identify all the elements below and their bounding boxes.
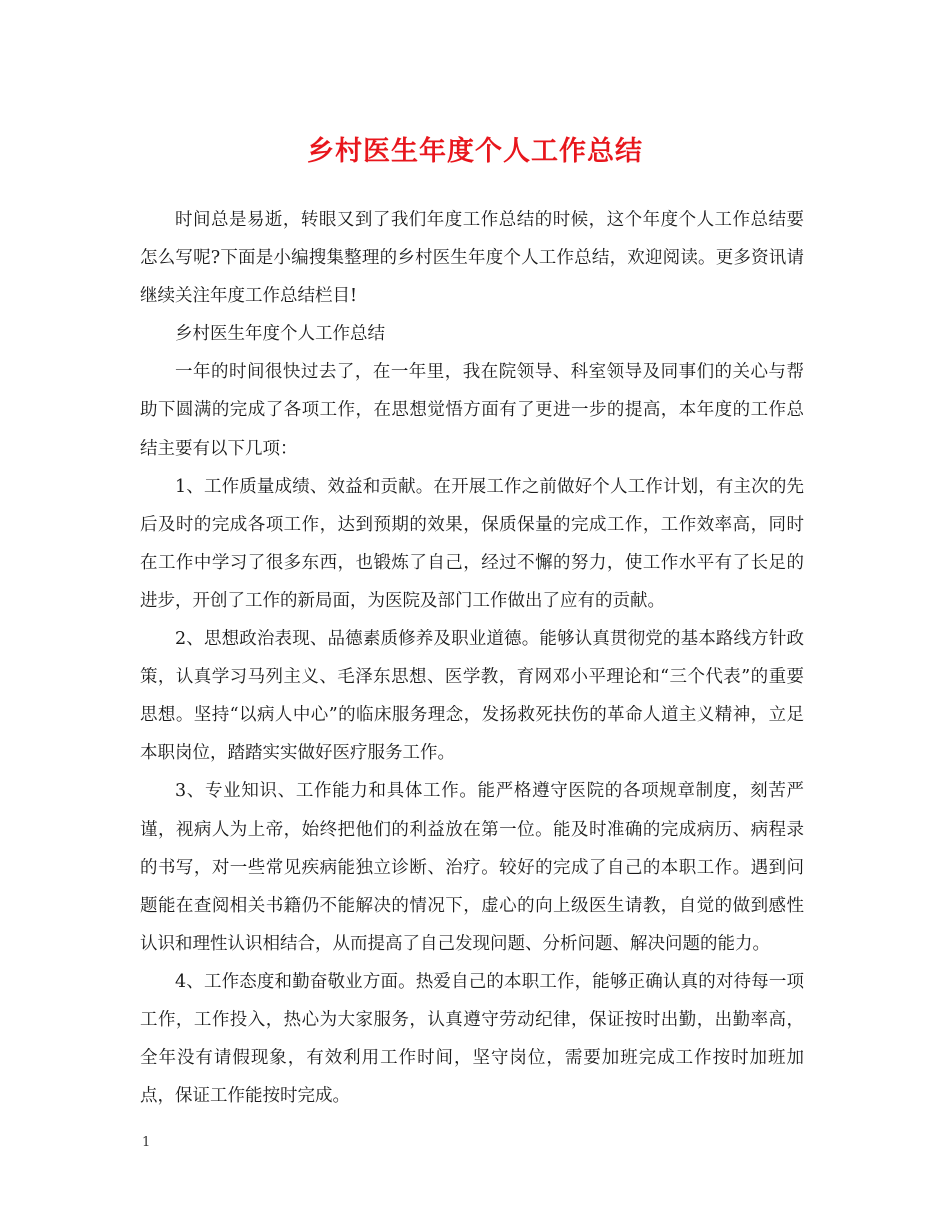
section-2-paragraph: 2、思想政治表现、品德素质修养及职业道德。能够认真贯彻党的基本路线方针政策，认真学习马列主义、毛泽东思想、医学教，育网邓小平理论和“三个代表”的重要思想。坚持“以病人中心”的临床服务理念，发扬救死扶伤的革命人道主义精神，立足本职岗位，踏踏实实做好医疗服务工作。 bbox=[140, 629, 804, 764]
page-number: 1 bbox=[142, 1135, 151, 1150]
intro-paragraph: 时间总是易逝，转眼又到了我们年度工作总结的时候，这个年度个人工作总结要怎么写呢?下面是小编搜集整理的乡村医生年度个人工作总结，欢迎阅读。更多资讯请继续关注年度工作总结栏目! bbox=[140, 210, 804, 307]
document-title: 乡村医生年度个人工作总结 bbox=[307, 136, 643, 167]
document-body bbox=[140, 201, 804, 1115]
section-1-paragraph: 1、工作质量成绩、效益和贡献。在开展工作之前做好个人工作计划，有主次的先后及时的完成各项工作，达到预期的效果，保质保量的完成工作，工作效率高，同时在工作中学习了很多东西，也锻炼了自己，经过不懈的努力，使工作水平有了长足的进步，开创了工作的新局面，为医院及部门工作做出了应有的贡献。 bbox=[140, 476, 804, 611]
opening-paragraph: 一年的时间很快过去了，在一年里，我在院领导、科室领导及同事们的关心与帮助下圆满的完成了各项工作，在思想觉悟方面有了更进一步的提高，本年度的工作总结主要有以下几项： bbox=[140, 362, 804, 459]
section-4-paragraph: 4、工作态度和勤奋敬业方面。热爱自己的本职工作，能够正确认真的对待每一项工作，工作投入，热心为大家服务，认真遵守劳动纪律，保证按时出勤，出勤率高，全年没有请假现象，有效利用工作时间，坚守岗位，需要加班完成工作按时加班加点，保证工作能按时完成。 bbox=[140, 971, 804, 1107]
subtitle-paragraph: 乡村医生年度个人工作总结 bbox=[175, 324, 385, 345]
section-3-paragraph: 3、专业知识、工作能力和具体工作。能严格遵守医院的各项规章制度，刻苦严谨，视病人为上帝，始终把他们的利益放在第一位。能及时准确的完成病历、病程录的书写，对一些常见疾病能独立诊断、治疗。较好的完成了自己的本职工作。遇到问题能在查阅相关书籍仍不能解决的情况下，虚心的向上级医生请教，自觉的做到感性认识和理性认识相结合，从而提高了自己发现问题、分析问题、解决问题的能力。 bbox=[140, 781, 804, 954]
